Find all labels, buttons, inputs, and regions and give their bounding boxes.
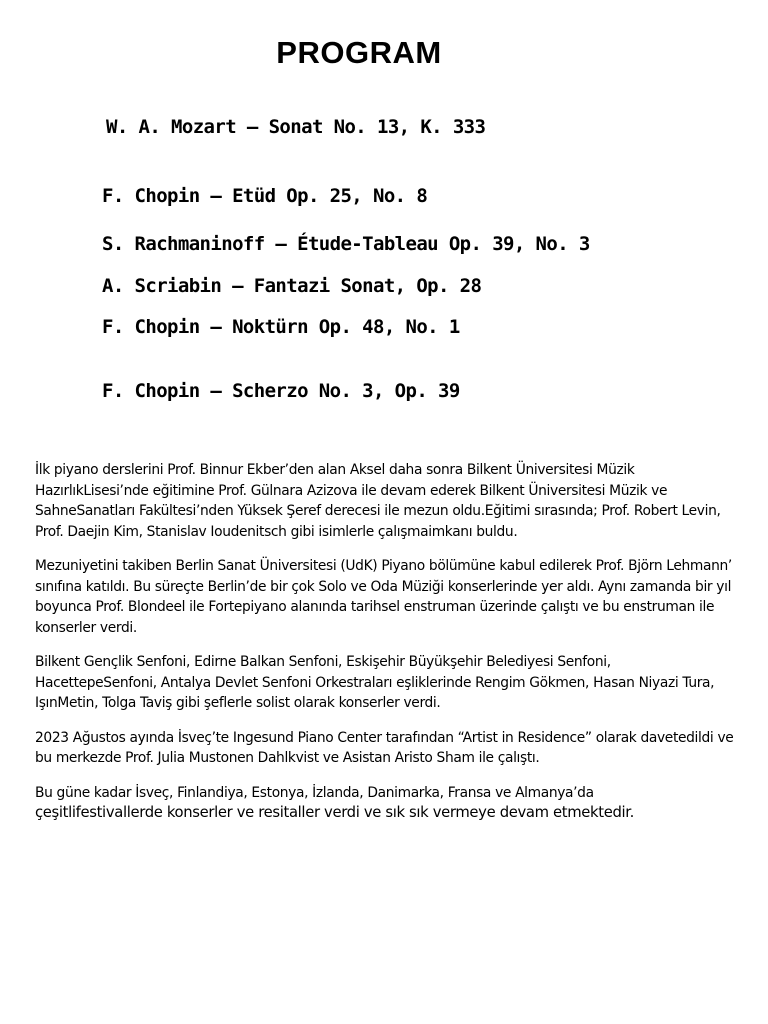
program-item-chopin-nocturne: F. Chopin – Noktürn Op. 48, No. 1 [102,316,460,338]
program-item-chopin-etude: F. Chopin – Etüd Op. 25, No. 8 [102,185,428,207]
page-title: PROGRAM [276,35,442,70]
bio-paragraph: Mezuniyetini takiben Berlin Sanat Üniversitesi (UdK) Piyano bölümüne kabul edilerek Prof. Björn Lehmann’ sınıfına katıldı. Bu süreçte Berlin’de bir çok Solo ve Oda Müziği konserlerinde yer aldı. Aynı zamanda bir yıl boyunca Prof. Blondeel ile Fortepiyano alanında tarihsel enstruman üzerinde çalıştı ve bu enstruman ile konserler verdi. [35,558,732,636]
bio-paragraph: Bilkent Gençlik Senfoni, Edirne Balkan Senfoni, Eskişehir Büyükşehir Belediyesi Senfoni, HacettepeSenfoni, Antalya Devlet Senfoni Orkestraları eşliklerinde Rengim Gökmen, Hasan Niyazi Tura, IşınMetin, Tolga Taviş gibi şeflerle solist olarak konserler verdi. [35,654,715,711]
bio-paragraph [35,783,735,824]
bio-paragraph: 2023 Ağustos ayında İsveç’te Ingesund Piano Center tarafından “Artist in Residence” olarak davetedildi ve bu merkezde Prof. Julia Mustonen Dahlkvist ve Asistan Aristo Sham ile çalıştı. [35,729,734,766]
program-item-scriabin: A. Scriabin – Fantazi Sonat, Op. 28 [102,275,482,297]
program-item-chopin-scherzo: F. Chopin – Scherzo No. 3, Op. 39 [102,380,460,402]
program-item-mozart: W. A. Mozart – Sonat No. 13, K. 333 [106,116,486,138]
bio-line: Bu güne kadar İsveç, Finlandiya, Estonya, İzlanda, Danimarka, Fransa ve Almanya’da [35,784,594,801]
biography [35,460,735,824]
bio-paragraph: İlk piyano derslerini Prof. Binnur Ekber’den alan Aksel daha sonra Bilkent Üniversitesi Müzik HazırlıkLisesi’nde eğitimine Prof. Gülnara Azizova ile devam ederek Bilkent Üniversitesi Müzik ve SahneSanatları Fakültesi’nden Yüksek Şeref derecesi ile mezun oldu.Eğitimi sırasında; Prof. Robert Levin, Prof. Daejin Kim, Stanislav Ioudenitsch gibi isimlerle çalışmaimkanı buldu. [35,462,721,540]
program-item-rachmaninoff: S. Rachmaninoff – Étude-Tableau Op. 39, No. 3 [102,233,590,255]
bio-line: çeşitlifestivallerde konserler ve resitaller verdi ve sık sık vermeye devam etmektedir. [35,804,635,821]
